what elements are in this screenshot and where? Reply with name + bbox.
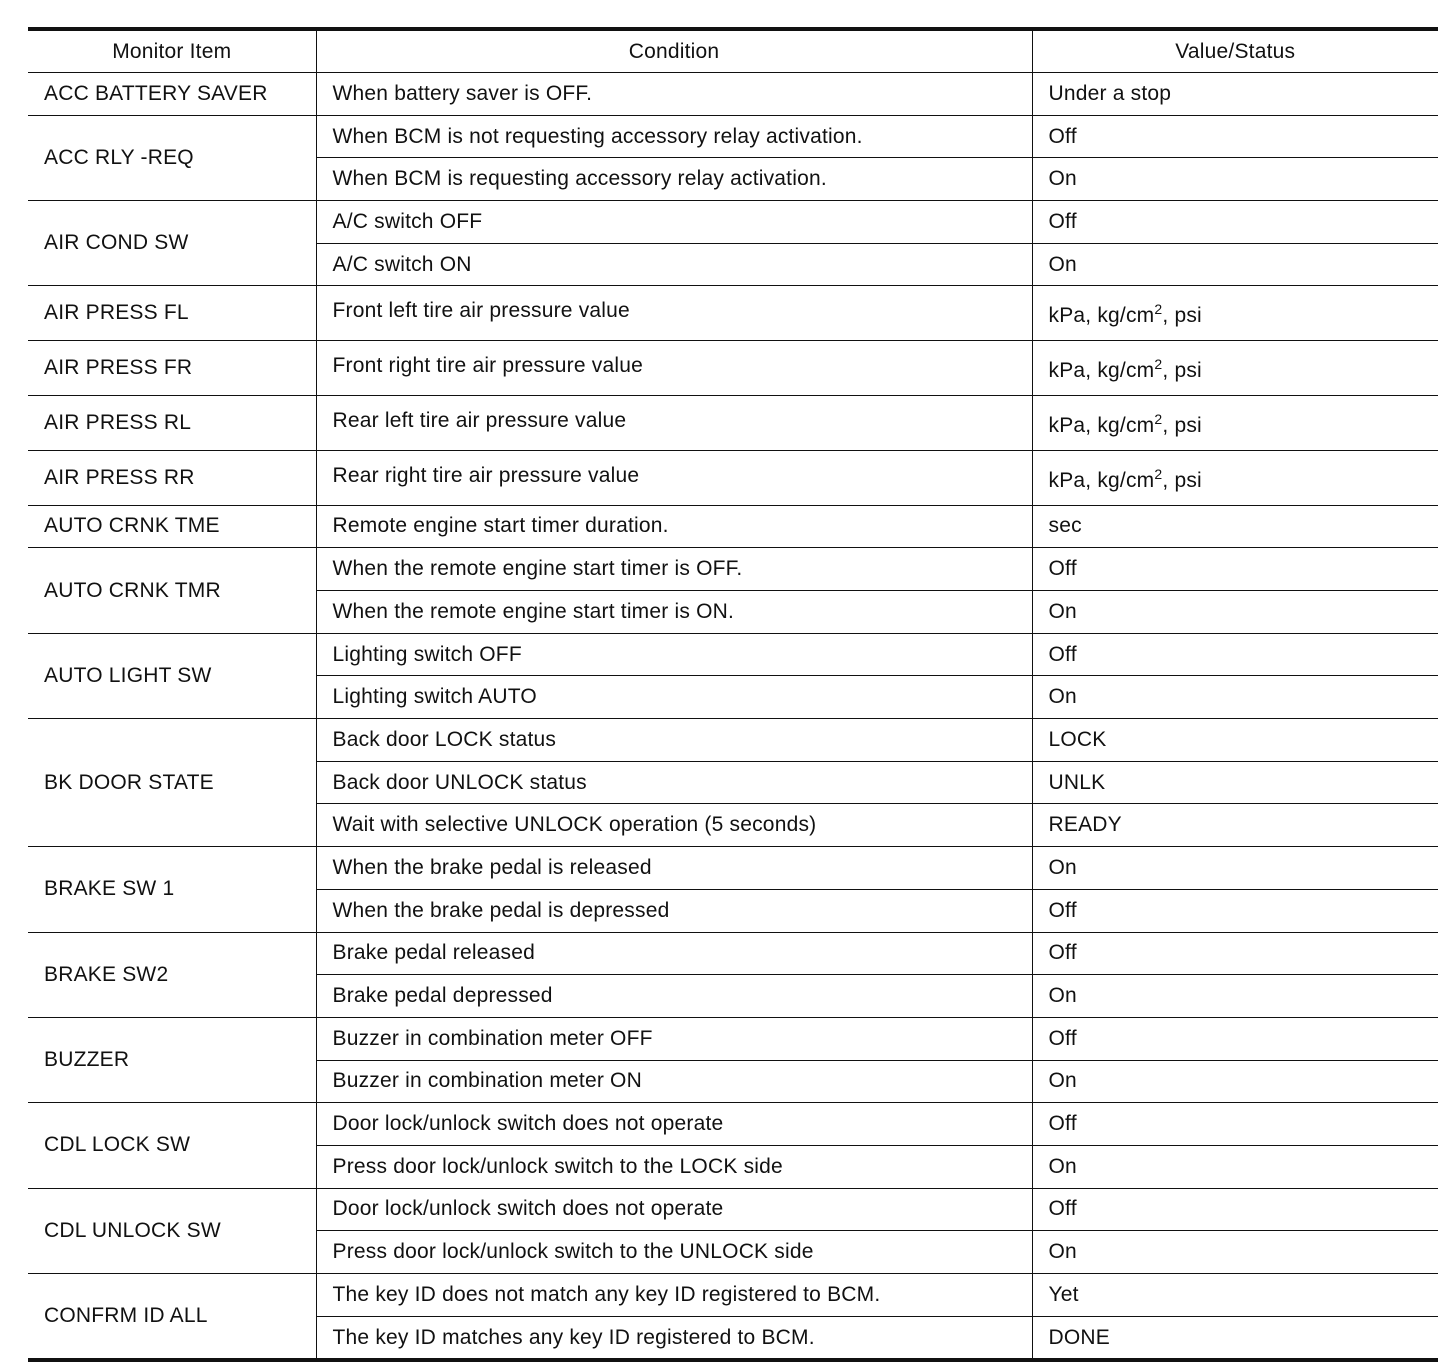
condition-cell: Rear right tire air pressure value	[316, 450, 1032, 505]
condition-cell: Door lock/unlock switch does not operate	[316, 1188, 1032, 1231]
value-status-cell: Yet	[1032, 1274, 1438, 1317]
monitor-item-cell: AUTO LIGHT SW	[28, 633, 316, 718]
value-status-cell: DONE	[1032, 1316, 1438, 1360]
value-status-cell: On	[1032, 1060, 1438, 1103]
value-status-cell: On	[1032, 975, 1438, 1018]
value-unit-superscript: 2	[1154, 356, 1163, 373]
condition-cell: When the brake pedal is depressed	[316, 889, 1032, 932]
table-row	[28, 1103, 1438, 1146]
value-status-cell: READY	[1032, 804, 1438, 847]
condition-cell: Rear left tire air pressure value	[316, 396, 1032, 451]
value-status-cell: Under a stop	[1032, 73, 1438, 116]
value-status-cell: sec	[1032, 505, 1438, 548]
value-status-cell: On	[1032, 1145, 1438, 1188]
value-status-cell: Off	[1032, 1188, 1438, 1231]
value-status-cell: Off	[1032, 201, 1438, 244]
condition-cell: Buzzer in combination meter ON	[316, 1060, 1032, 1103]
value-status-cell: Off	[1032, 115, 1438, 158]
table-row	[28, 719, 1438, 762]
value-status-cell: On	[1032, 1231, 1438, 1274]
condition-cell: Press door lock/unlock switch to the LOCK side	[316, 1145, 1032, 1188]
condition-cell: Press door lock/unlock switch to the UNLOCK side	[316, 1231, 1032, 1274]
value-status-cell: On	[1032, 158, 1438, 201]
condition-cell: The key ID does not match any key ID registered to BCM.	[316, 1274, 1032, 1317]
value-unit-text: kPa, kg/cm	[1048, 304, 1155, 328]
header-monitor-item: Monitor Item	[28, 29, 316, 73]
table-row	[28, 341, 1438, 396]
monitor-item-cell: AUTO CRNK TMR	[28, 548, 316, 633]
value-status-cell: UNLK	[1032, 761, 1438, 804]
value-status-cell	[1032, 341, 1438, 396]
value-status-cell: Off	[1032, 932, 1438, 975]
value-unit-text: , psi	[1162, 413, 1202, 437]
header-value-status: Value/Status	[1032, 29, 1438, 73]
value-unit-superscript: 2	[1154, 410, 1163, 427]
monitor-item-table	[28, 27, 1438, 1362]
value-unit-text: , psi	[1162, 468, 1202, 492]
condition-cell: Back door UNLOCK status	[316, 761, 1032, 804]
table-header-row	[28, 29, 1438, 73]
condition-cell: When the remote engine start timer is OFF.	[316, 548, 1032, 591]
condition-cell: Buzzer in combination meter OFF	[316, 1017, 1032, 1060]
condition-cell: Back door LOCK status	[316, 719, 1032, 762]
value-status-cell: On	[1032, 243, 1438, 286]
monitor-item-cell: CONFRM ID ALL	[28, 1274, 316, 1361]
table-row	[28, 1274, 1438, 1317]
value-unit-superscript: 2	[1154, 465, 1163, 482]
table-row	[28, 548, 1438, 591]
value-unit-text: kPa, kg/cm	[1048, 359, 1155, 383]
monitor-item-cell: AIR PRESS FR	[28, 341, 316, 396]
condition-cell: Brake pedal depressed	[316, 975, 1032, 1018]
document-page	[28, 27, 1438, 1362]
value-status-cell: On	[1032, 676, 1438, 719]
table-row	[28, 1188, 1438, 1231]
condition-cell: A/C switch ON	[316, 243, 1032, 286]
condition-cell: A/C switch OFF	[316, 201, 1032, 244]
monitor-item-cell: ACC RLY -REQ	[28, 115, 316, 200]
value-status-cell: On	[1032, 847, 1438, 890]
condition-cell: Door lock/unlock switch does not operate	[316, 1103, 1032, 1146]
table-row	[28, 115, 1438, 158]
value-status-cell: Off	[1032, 1103, 1438, 1146]
monitor-item-cell: BRAKE SW 1	[28, 847, 316, 932]
table-row	[28, 396, 1438, 451]
value-status-cell	[1032, 286, 1438, 341]
value-unit-text: kPa, kg/cm	[1048, 468, 1155, 492]
condition-cell: Front right tire air pressure value	[316, 341, 1032, 396]
value-status-cell: Off	[1032, 1017, 1438, 1060]
monitor-item-cell: AIR PRESS RL	[28, 396, 316, 451]
value-status-cell	[1032, 396, 1438, 451]
condition-cell: When the remote engine start timer is ON.	[316, 591, 1032, 634]
monitor-item-cell: BK DOOR STATE	[28, 719, 316, 847]
table-row	[28, 932, 1438, 975]
condition-cell: When BCM is requesting accessory relay activation.	[316, 158, 1032, 201]
table-row	[28, 505, 1438, 548]
table-row	[28, 1017, 1438, 1060]
monitor-item-cell: ACC BATTERY SAVER	[28, 73, 316, 116]
condition-cell: When BCM is not requesting accessory relay activation.	[316, 115, 1032, 158]
condition-cell: Wait with selective UNLOCK operation (5 seconds)	[316, 804, 1032, 847]
value-unit-text: , psi	[1162, 304, 1202, 328]
table-row	[28, 286, 1438, 341]
header-condition: Condition	[316, 29, 1032, 73]
value-status-cell: Off	[1032, 889, 1438, 932]
monitor-item-cell: CDL UNLOCK SW	[28, 1188, 316, 1273]
monitor-item-cell: BRAKE SW2	[28, 932, 316, 1017]
table-row	[28, 73, 1438, 116]
table-row	[28, 450, 1438, 505]
condition-cell: When the brake pedal is released	[316, 847, 1032, 890]
condition-cell: Front left tire air pressure value	[316, 286, 1032, 341]
value-status-cell: On	[1032, 591, 1438, 634]
value-unit-superscript: 2	[1154, 301, 1163, 318]
table-row	[28, 201, 1438, 244]
monitor-item-cell: AIR PRESS FL	[28, 286, 316, 341]
monitor-item-cell: AIR COND SW	[28, 201, 316, 286]
condition-cell: Lighting switch AUTO	[316, 676, 1032, 719]
monitor-item-cell: AUTO CRNK TME	[28, 505, 316, 548]
value-unit-text: kPa, kg/cm	[1048, 413, 1155, 437]
monitor-item-cell: CDL LOCK SW	[28, 1103, 316, 1188]
condition-cell: When battery saver is OFF.	[316, 73, 1032, 116]
table-row	[28, 847, 1438, 890]
value-status-cell	[1032, 450, 1438, 505]
value-status-cell: Off	[1032, 633, 1438, 676]
table-body	[28, 73, 1438, 1361]
table-row	[28, 633, 1438, 676]
value-status-cell: LOCK	[1032, 719, 1438, 762]
monitor-item-cell: AIR PRESS RR	[28, 450, 316, 505]
value-status-cell: Off	[1032, 548, 1438, 591]
value-unit-text: , psi	[1162, 359, 1202, 383]
condition-cell: The key ID matches any key ID registered to BCM.	[316, 1316, 1032, 1360]
condition-cell: Remote engine start timer duration.	[316, 505, 1032, 548]
condition-cell: Lighting switch OFF	[316, 633, 1032, 676]
monitor-item-cell: BUZZER	[28, 1017, 316, 1102]
condition-cell: Brake pedal released	[316, 932, 1032, 975]
